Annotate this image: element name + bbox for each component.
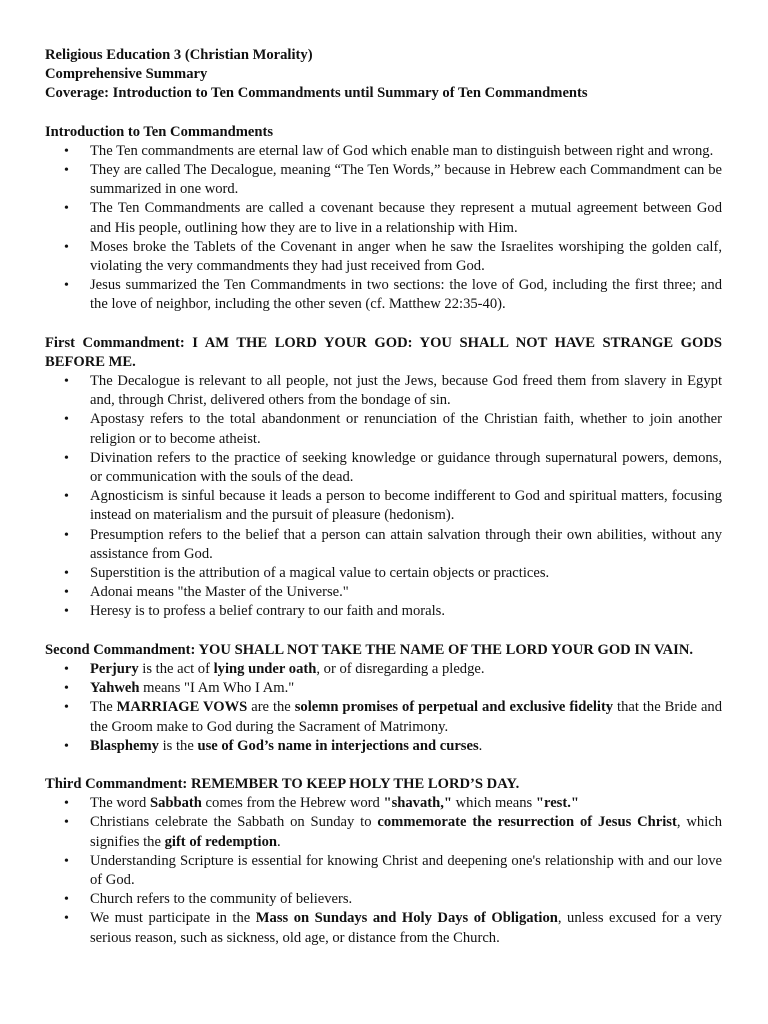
bold-text: gift of redemption <box>164 833 278 850</box>
document-subtitle: Comprehensive Summary <box>45 66 208 83</box>
bullet-list <box>45 372 722 622</box>
section-heading <box>45 775 722 794</box>
bullet-icon: • <box>64 585 69 601</box>
list-item <box>45 276 722 314</box>
section-3 <box>45 641 722 756</box>
list-item <box>45 737 722 756</box>
bullet-icon: • <box>64 450 69 466</box>
text-run: Adonai means "the Master of the Universe." <box>90 584 349 601</box>
list-item <box>45 602 722 621</box>
bullet-icon: • <box>64 412 69 428</box>
bullet-icon: • <box>64 661 69 677</box>
section-heading-label: First Commandment: <box>45 334 193 351</box>
bold-text: solemn promises of perpetual and exclusive fidelity <box>294 699 614 716</box>
list-item <box>45 583 722 602</box>
text-run: , which signifies the <box>90 814 723 850</box>
section-heading-label: Second Commandment: <box>45 641 199 658</box>
bold-text: Blasphemy <box>90 737 159 754</box>
bullet-icon: • <box>64 700 69 716</box>
section-2 <box>45 334 722 622</box>
list-item <box>45 909 722 947</box>
list-item <box>45 238 722 276</box>
list-item <box>45 199 722 237</box>
bullet-icon: • <box>64 278 69 294</box>
bullet-icon: • <box>64 815 69 831</box>
document-header <box>45 46 722 104</box>
bullet-icon: • <box>64 163 69 179</box>
text-run: Divination refers to the practice of seeking knowledge or guidance through supernatural powers, demons, or communication with the souls of the dead. <box>90 449 722 486</box>
bold-text: commemorate the resurrection of Jesus Christ <box>377 814 677 831</box>
bullet-icon: • <box>64 738 69 754</box>
bullet-list <box>45 794 722 948</box>
section-heading-commandment: YOU SHALL NOT TAKE THE NAME OF THE LORD YOUR GOD IN VAIN. <box>198 641 694 658</box>
text-run: Moses broke the Tablets of the Covenant in anger when he saw the Israelites worshiping the golden calf, violating the very commandments they had just received from God. <box>90 238 722 275</box>
bullet-icon: • <box>64 143 69 159</box>
section-heading <box>45 641 722 660</box>
bold-text: Yahweh <box>90 680 140 697</box>
text-run: The Ten commandments are eternal law of God which enable man to distinguish between right and wrong. <box>90 142 714 159</box>
text-run: Understanding Scripture is essential for knowing Christ and deepening one's relationship with and our love of God. <box>90 852 722 888</box>
list-item <box>45 890 722 909</box>
text-run: Agnosticism is sinful because it leads a person to become indifferent to God and spiritual matters, focusing instead on materialism and the pursuit of pleasure (hedonism). <box>90 488 722 524</box>
text-run: Apostasy refers to the total abandonment or renunciation of the Christian faith, whether to join another religion or to become atheist. <box>90 411 722 447</box>
section-heading-label: Introduction to Ten Commandments <box>45 123 273 140</box>
sections-container <box>45 123 722 948</box>
bold-text: Perjury <box>90 660 139 677</box>
text-run: Heresy is to profess a belief contrary to our faith and morals. <box>90 603 446 620</box>
text-run: They are called The Decalogue, meaning “The Ten Words,” because in Hebrew each Commandment can be summarized in one word. <box>90 162 722 198</box>
document-page <box>45 46 722 948</box>
text-run: . <box>277 833 281 850</box>
list-item <box>45 660 722 679</box>
bold-text: Sabbath <box>149 795 202 812</box>
bullet-icon: • <box>64 911 69 927</box>
text-run: The Decalogue is relevant to all people, not just the Jews, because God freed them from slavery in Egypt and, through Christ, delivered others from the bondage of sin. <box>90 373 722 409</box>
text-run: , unless excused for a very serious reason, such as sickness, old age, or distance from the Church. <box>90 910 722 946</box>
text-run: Presumption refers to the belief that a person can attain salvation through their own abilities, without any assistance from God. <box>90 526 722 562</box>
section-heading-commandment: REMEMBER TO KEEP HOLY THE LORD’S DAY. <box>190 775 520 792</box>
list-item <box>45 852 722 890</box>
bold-text: "rest." <box>535 795 579 812</box>
section-heading <box>45 334 722 372</box>
text-run: is the act of <box>138 660 214 677</box>
list-item <box>45 526 722 564</box>
bold-text: lying under oath <box>213 660 317 677</box>
text-run: The <box>90 699 117 716</box>
bullet-icon: • <box>64 892 69 908</box>
list-item <box>45 410 722 448</box>
text-run: are the <box>247 699 295 716</box>
text-run: Christians celebrate the Sabbath on Sunday to <box>90 814 378 831</box>
list-item <box>45 161 722 199</box>
list-item <box>45 142 722 161</box>
bullet-icon: • <box>64 489 69 505</box>
bullet-icon: • <box>64 527 69 543</box>
section-heading-label: Third Commandment: <box>45 775 191 792</box>
text-run: , or of disregarding a pledge. <box>316 660 485 677</box>
section-4 <box>45 775 722 948</box>
bullet-icon: • <box>64 566 69 582</box>
text-run: The word <box>90 795 150 812</box>
course-title: Religious Education 3 (Christian Morality) <box>45 47 313 63</box>
bold-text: use of God’s name in interjections and curses <box>197 737 479 754</box>
bullet-icon: • <box>64 201 69 217</box>
list-item <box>45 372 722 410</box>
text-run: comes from the Hebrew word <box>201 795 384 812</box>
text-run: The Ten Commandments are called a covenant because they represent a mutual agreement between God and His people, outlining how they are to live in a relationship with Him. <box>90 200 722 236</box>
coverage-line: Coverage: Introduction to Ten Commandments until Summary of Ten Commandments <box>45 85 588 102</box>
text-run: Superstition is the attribution of a magical value to certain objects or practices. <box>90 565 550 582</box>
section-heading <box>45 123 722 142</box>
bullet-icon: • <box>64 853 69 869</box>
list-item <box>45 794 722 813</box>
text-run: is the <box>158 737 198 754</box>
text-run: . <box>478 737 483 754</box>
section-1 <box>45 123 722 315</box>
text-run: Jesus summarized the Ten Commandments in two sections: the love of God, including the first three; and the love of neighbor, including the other seven (cf. Matthew 22:35-40). <box>90 277 722 313</box>
bullet-list <box>45 142 722 315</box>
text-run: that the Bride and the Groom make to God during the Sacrament of Matrimony. <box>90 699 723 735</box>
bullet-icon: • <box>64 796 69 812</box>
bullet-list <box>45 660 722 756</box>
list-item <box>45 679 722 698</box>
text-run: Church refers to the community of believers. <box>90 891 353 908</box>
bullet-icon: • <box>64 374 69 390</box>
list-item <box>45 698 722 736</box>
text-run: We must participate in the <box>90 910 256 927</box>
bullet-icon: • <box>64 604 69 620</box>
bold-text: Mass on Sundays and Holy Days of Obligation <box>255 910 558 927</box>
bullet-icon: • <box>64 239 69 255</box>
list-item <box>45 487 722 525</box>
text-run: which means <box>451 795 536 812</box>
list-item <box>45 564 722 583</box>
list-item <box>45 813 722 851</box>
list-item <box>45 449 722 487</box>
bold-text: MARRIAGE VOWS <box>116 699 248 716</box>
text-run: means "I Am Who I Am." <box>139 680 295 697</box>
bullet-icon: • <box>64 681 69 697</box>
bold-text: "shavath," <box>383 795 452 812</box>
section-heading-commandment: I AM THE LORD YOUR GOD: YOU SHALL NOT HAVE STRANGE GODS BEFORE ME. <box>45 334 722 370</box>
